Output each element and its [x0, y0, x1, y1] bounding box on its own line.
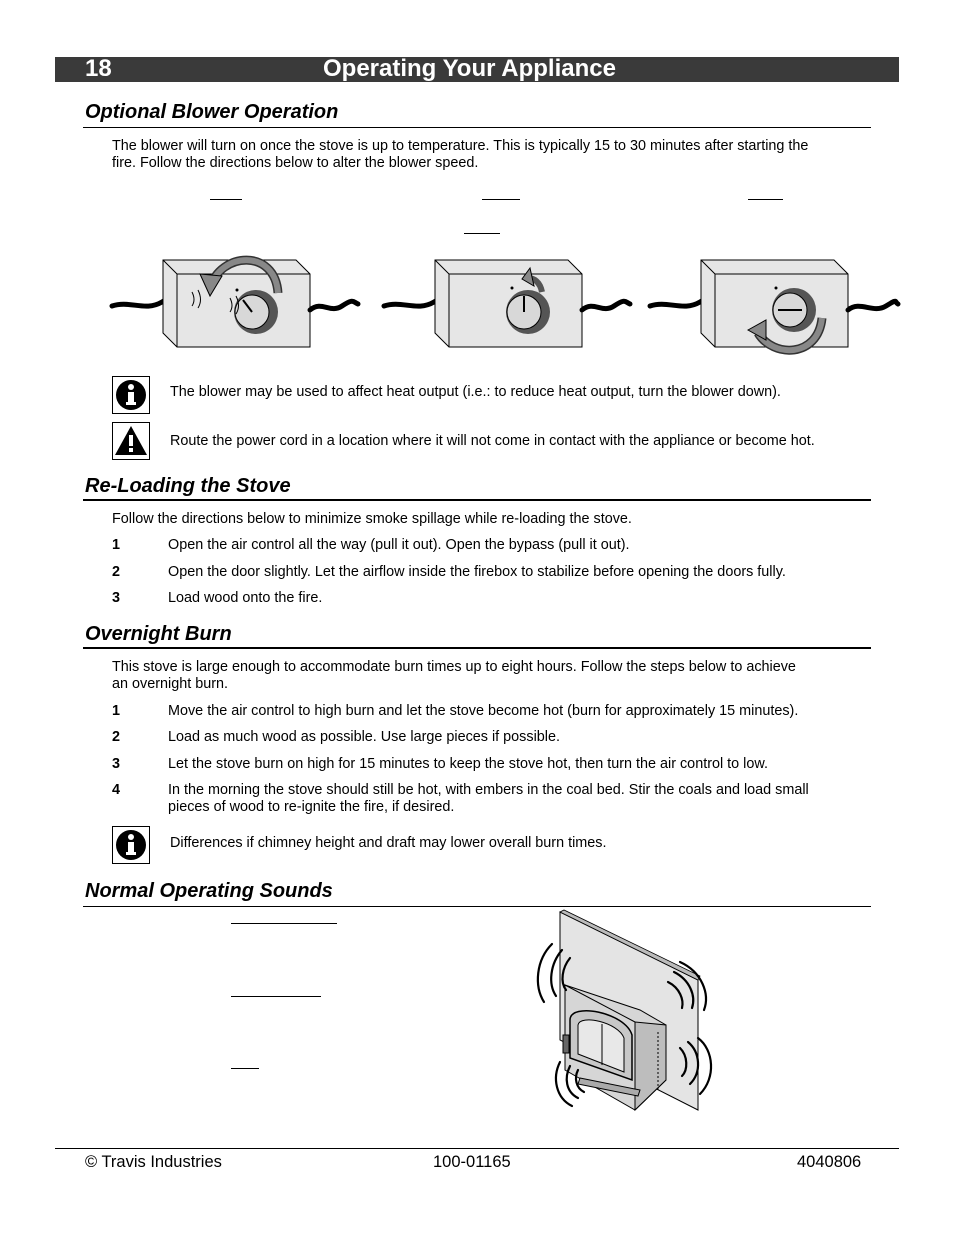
info-icon	[112, 826, 150, 864]
info-icon	[112, 376, 150, 414]
blower-intro: The blower will turn on once the stove is up to temperature. This is typically 15 to 30 minutes after starting the fire. Follow the directions below to alter the blower speed.	[112, 138, 809, 171]
caption-line	[210, 199, 242, 200]
blower-max-diagram	[384, 260, 630, 347]
section-title-sounds: Normal Operating Sounds	[85, 880, 333, 902]
footer-copyright: © Travis Industries	[85, 1153, 222, 1171]
caption-line	[231, 923, 337, 924]
page-number: 18	[85, 55, 112, 82]
caption-line	[464, 233, 500, 234]
blower-on-diagram	[112, 260, 358, 347]
caption-line	[748, 199, 783, 200]
section-title-blower: Optional Blower Operation	[85, 101, 339, 123]
stove-sounds-illustration	[530, 910, 730, 1115]
section-title-reloading: Re-Loading the Stove	[85, 475, 291, 497]
step-number: 2	[112, 729, 121, 745]
caption-line	[231, 996, 321, 997]
step-number: 4	[112, 782, 121, 798]
reloading-intro: Follow the directions below to minimize smoke spillage while re-loading the stove.	[112, 511, 632, 527]
step-text: Open the air control all the way (pull it out). Open the bypass (pull it out).	[168, 537, 630, 553]
step-number: 1	[112, 703, 121, 719]
caption-line	[231, 1068, 259, 1069]
section-rule	[83, 647, 871, 649]
blower-warning-note: Route the power cord in a location where it will not come in contact with the appliance or become hot.	[170, 433, 815, 449]
section-rule	[83, 499, 871, 501]
section-rule	[83, 906, 871, 907]
section-rule	[83, 127, 871, 128]
step-text: Load wood onto the fire.	[168, 590, 323, 606]
overnight-info-note: Differences if chimney height and draft may lower overall burn times.	[170, 835, 607, 851]
blower-min-diagram	[650, 260, 898, 350]
page-header-bar	[55, 57, 899, 82]
step-number: 3	[112, 590, 121, 606]
page-title: Operating Your Appliance	[323, 55, 616, 82]
step-text: In the morning the stove should still be hot, with embers in the coal bed. Stir the coals and load small pieces of wood to re-ignite the fire, if desired.	[168, 782, 809, 815]
footer-revision: 4040806	[797, 1153, 862, 1171]
warning-icon	[112, 422, 150, 460]
section-title-overnight: Overnight Burn	[85, 623, 232, 645]
step-number: 1	[112, 537, 121, 553]
blower-info-note: The blower may be used to affect heat output (i.e.: to reduce heat output, turn the blower down).	[170, 384, 781, 400]
step-text: Let the stove burn on high for 15 minutes to keep the stove hot, then turn the air control to low.	[168, 756, 768, 772]
caption-line	[482, 199, 520, 200]
blower-speed-diagrams	[110, 248, 900, 363]
overnight-intro: This stove is large enough to accommodate burn times up to eight hours. Follow the steps below to achieve an overnight burn.	[112, 659, 796, 692]
step-text: Open the door slightly. Let the airflow inside the firebox to stabilize before opening the doors fully.	[168, 564, 786, 580]
step-text: Move the air control to high burn and let the stove become hot (burn for approximately 15 minutes).	[168, 703, 799, 719]
step-text: Load as much wood as possible. Use large pieces if possible.	[168, 729, 560, 745]
step-number: 2	[112, 564, 121, 580]
step-number: 3	[112, 756, 121, 772]
footer-rule	[55, 1148, 899, 1149]
footer-document-number: 100-01165	[433, 1153, 511, 1171]
